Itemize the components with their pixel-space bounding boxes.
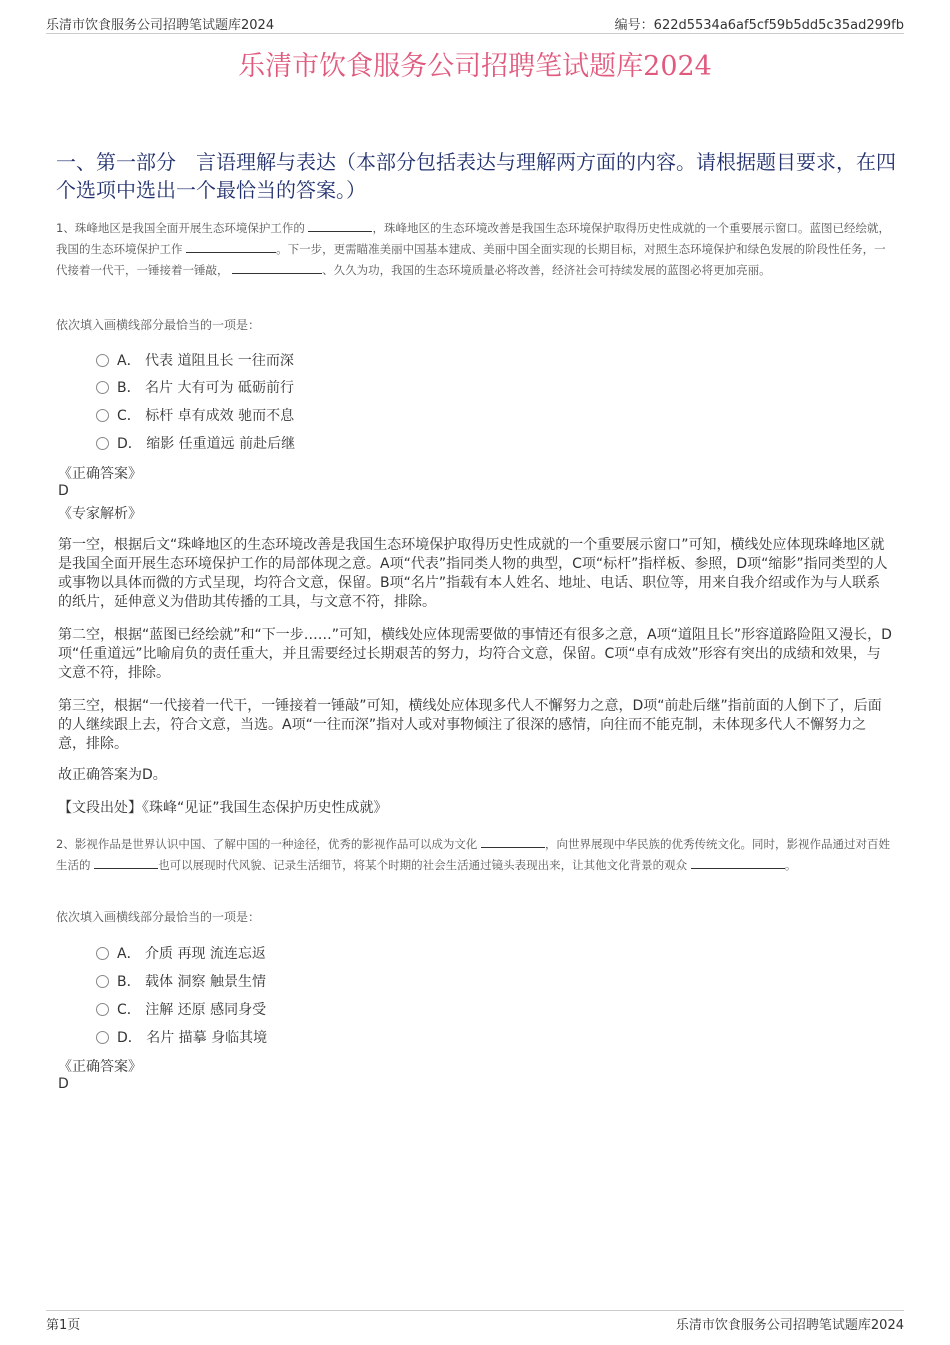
option-label: B． 载体 洞察 触景生情	[117, 974, 266, 990]
question-1-prompt: 依次填入画横线部分最恰当的一项是：	[56, 318, 261, 332]
q2-text-part: 2、影视作品是世界认识中国、了解中国的一种途径，优秀的影视作品可以成为文化	[56, 837, 478, 851]
footer-divider	[46, 1310, 904, 1311]
q2-option-b[interactable]	[96, 971, 266, 991]
q1-analysis-paragraph-2: 第二空，根据“蓝图已经绘就”和“下一步……”可知，横线处应体现需要做的事情还有很多之意，A项“道阻且长”形容道路险阻又漫长，D项“任重道远”比喻肩负的责任重大，并且需要经过长期艰苦的努力，均符合文意，保留。C项“卓有成效”形容有突出的成绩和效果，与文意不符，排除。	[58, 627, 892, 681]
header-doc-title: 乐清市饮食服务公司招聘笔试题库2024	[46, 18, 275, 33]
q1-analysis-label: 《专家解析》	[58, 506, 142, 522]
radio-icon[interactable]	[96, 409, 109, 422]
q1-text-part: ，珠峰地区的生态环境改善是我国生态环境保护取得历史性成就的一个重要展示窗口。蓝图已经绘就，我国的生态环境保护工作	[56, 221, 890, 256]
option-label: D． 名片 描摹 身临其境	[117, 1030, 268, 1046]
question-2-text	[56, 834, 896, 876]
q1-text-part: 。下一步，更需瞄准美丽中国基本建成、美丽中国全面实现的长期目标，对照生态环境保护和绿色发展的阶段性任务，一代接着一代干，一锤接着一锤敲，	[56, 242, 886, 277]
q1-option-b[interactable]	[96, 377, 294, 397]
q1-option-d[interactable]	[96, 433, 295, 453]
q1-option-a[interactable]	[96, 350, 294, 370]
radio-icon[interactable]	[96, 1003, 109, 1016]
option-label: C． 注解 还原 感同身受	[117, 1002, 267, 1018]
q2-text-part: ，向世界展现中华民族的优秀传统文化。同时，影视作品通过对百姓生活的	[56, 837, 890, 872]
q2-option-d[interactable]	[96, 1027, 267, 1047]
radio-icon[interactable]	[96, 354, 109, 367]
q2-text-part: 也可以展现时代风貌、记录生活细节，将某个时期的社会生活通过镜头表现出来，让其他文化背景的观众	[158, 858, 688, 872]
section-heading: 一、第一部分 言语理解与表达（本部分包括表达与理解两方面的内容。请根据题目要求，在四个选项中选出一个最恰当的答案。）	[56, 150, 896, 202]
option-label: C． 标杆 卓有成效 驰而不息	[117, 408, 295, 424]
q1-source: 【文段出处】《珠峰“见证”我国生态保护历史性成就》	[58, 800, 388, 816]
answer-blank	[691, 856, 785, 869]
option-label: A． 代表 道阻且长 一往而深	[117, 353, 294, 369]
q1-answer-value: D	[58, 483, 69, 499]
header-divider	[46, 33, 904, 34]
answer-blank	[94, 856, 158, 869]
question-1-text	[56, 218, 896, 281]
page-title: 乐清市饮食服务公司招聘笔试题库2024	[238, 51, 712, 82]
answer-blank	[186, 240, 276, 253]
radio-icon[interactable]	[96, 975, 109, 988]
option-label: A． 介质 再现 流连忘返	[117, 946, 266, 962]
q2-option-c[interactable]	[96, 999, 266, 1019]
answer-blank	[481, 835, 545, 848]
radio-icon[interactable]	[96, 947, 109, 960]
header-doc-id: 编号：622d5534a6af5cf59b5dd5c35ad299fb	[614, 18, 904, 33]
radio-icon[interactable]	[96, 437, 109, 450]
q1-analysis-paragraph-3: 第三空，根据“一代接着一代干，一锤接着一锤敲”可知，横线处应体现多代人不懈努力之意，D项“前赴后继”指前面的人倒下了，后面的人继续跟上去，符合文意，当选。A项“一往而深”指对人或对事物倾注了很深的感情，向往而不能克制，未体现多代人不懈努力之意，排除。	[58, 698, 882, 752]
footer-doc-title: 乐清市饮食服务公司招聘笔试题库2024	[675, 1318, 904, 1333]
q2-answer-value: D	[58, 1076, 69, 1092]
page-header	[46, 14, 904, 32]
answer-blank	[308, 219, 372, 232]
radio-icon[interactable]	[96, 1031, 109, 1044]
radio-icon[interactable]	[96, 381, 109, 394]
option-label: D． 缩影 任重道远 前赴后继	[117, 436, 296, 452]
answer-blank	[232, 261, 322, 274]
q2-option-a[interactable]	[96, 943, 266, 963]
q1-text-part: 、久久为功，我国的生态环境质量必将改善，经济社会可持续发展的蓝图必将更加亮丽。	[322, 263, 771, 277]
q2-text-part: 。	[784, 858, 797, 872]
option-label: B． 名片 大有可为 砥砺前行	[117, 380, 294, 396]
q1-conclusion: 故正确答案为D。	[58, 767, 167, 783]
q1-option-c[interactable]	[96, 405, 294, 425]
q1-text-part: 1、珠峰地区是我国全面开展生态环境保护工作的	[56, 221, 305, 235]
q2-answer-label: 《正确答案》	[58, 1059, 142, 1075]
q1-answer-label: 《正确答案》	[58, 466, 142, 482]
page-number: 第1页	[46, 1318, 81, 1333]
question-2-prompt: 依次填入画横线部分最恰当的一项是：	[56, 910, 261, 924]
q1-analysis-paragraph-1: 第一空，根据后文“珠峰地区的生态环境改善是我国生态环境保护取得历史性成就的一个重要展示窗口”可知，横线处应体现珠峰地区就是我国全面开展生态环境保护工作的局部体现之意。A项“代表”指同类人物的典型，C项“标杆”指样板、参照，D项“缩影”指同类型的人或事物以具体而微的方式呈现，均符合文意，保留。B项“名片”指载有本人姓名、地址、电话、职位等，用来自我介绍或作为与人联系的纸片，延伸意义为借助其传播的工具，与文意不符，排除。	[58, 537, 888, 610]
